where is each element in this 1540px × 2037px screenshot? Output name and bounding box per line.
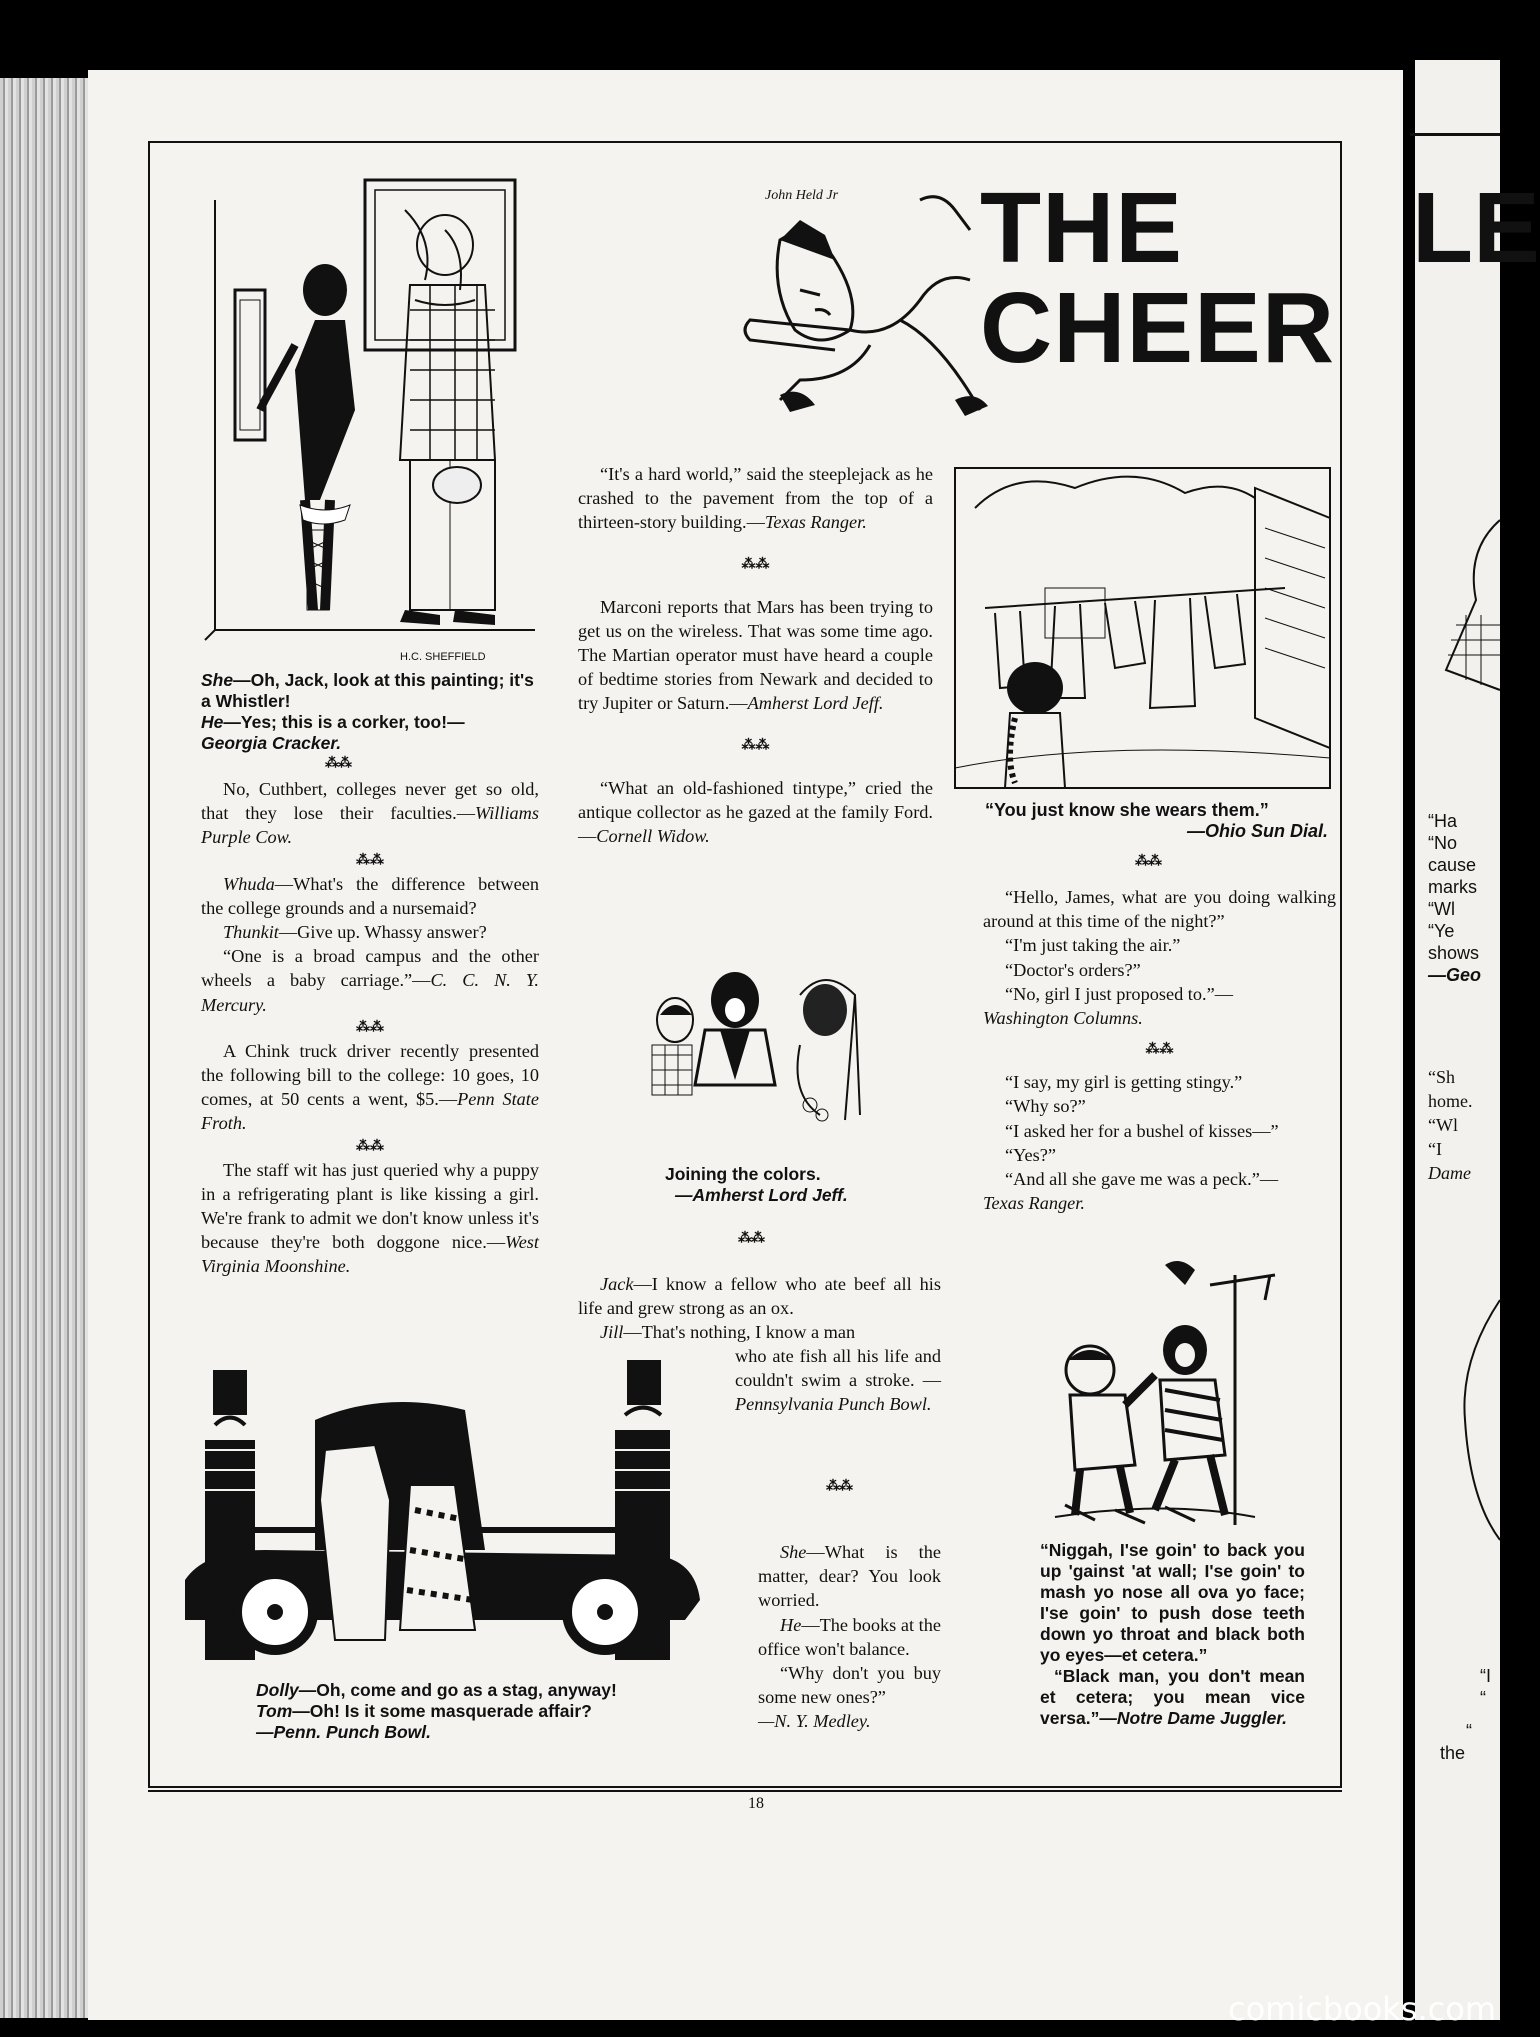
fragment: “	[1480, 1688, 1486, 1708]
caption-line-he: —Yes; this is a corker, too!—	[223, 712, 465, 732]
ornament: ⁂⁂	[741, 556, 770, 572]
fragment: shows	[1428, 943, 1480, 963]
facing-page-text-5	[1440, 1742, 1465, 1764]
joke-steeplejack	[578, 462, 933, 535]
caption-speaker-tom: Tom	[256, 1701, 293, 1721]
caption-source: Notre Dame Juggler.	[1116, 1708, 1288, 1728]
wall-fight-caption	[1040, 1540, 1305, 1729]
fragment: cause	[1428, 855, 1477, 875]
ornament: ⁂⁂	[356, 1138, 384, 1154]
joke-line: “Why so?”	[1005, 1096, 1086, 1117]
gallery-cartoon	[195, 170, 535, 670]
facing-page-text-4	[1466, 1720, 1472, 1742]
fragment: “I	[1428, 1139, 1442, 1159]
joke-truck-driver	[201, 1039, 539, 1136]
caption-speaker-he: He	[201, 712, 224, 732]
joke-text: No, Cuthbert, colleges never get so old, that they lose their faculties.—	[201, 779, 539, 824]
joke-source: —N. Y. Medley.	[758, 1711, 871, 1732]
joke-text: —Give up. Whassy answer?	[278, 922, 487, 943]
joke-broad-campus	[201, 944, 539, 1017]
joke-source: Washington Columns.	[983, 1008, 1143, 1029]
joke-source: Pennsylvania Punch Bowl.	[735, 1394, 932, 1415]
joke-text: “It's a hard world,” said the steeplejack as he crashed to the pavement from the top of a thirteen-story building.—	[578, 464, 933, 533]
page-number: 18	[748, 1795, 764, 1812]
joining-colors-drawing	[620, 955, 870, 1135]
caption-speaker-she: She	[201, 670, 234, 690]
joke-source: Texas Ranger.	[983, 1193, 1085, 1214]
joke-marconi	[578, 595, 933, 716]
page-title-continued: LE	[1412, 172, 1540, 284]
fragment: “No	[1428, 833, 1458, 853]
artist-signature: John Held Jr	[765, 188, 839, 203]
joke-whuda	[201, 872, 539, 920]
ornament: ⁂⁂	[826, 1479, 852, 1494]
joke-text: A Chink truck driver recently presented the following bill to the college: 10 goes, 10 comes, at 50 cents a went, $5.—	[201, 1040, 539, 1110]
joke-thunkit	[201, 920, 539, 944]
ornament: ⁂⁂	[1145, 1042, 1174, 1058]
car-caption	[256, 1680, 666, 1743]
joke-puppy	[201, 1158, 539, 1279]
book-page-edges	[0, 78, 96, 2018]
joke-speaker: She	[780, 1542, 807, 1562]
caption-line-2: “Black man, you don't mean et cetera; you mean vice versa.”—	[1040, 1666, 1305, 1728]
joke-text: —I know a fellow who ate beef all his life and grew strong as an ox.	[578, 1274, 941, 1319]
joke-source: Amherst Lord Jeff.	[747, 693, 884, 714]
ornament: ⁂⁂	[1135, 854, 1161, 869]
facing-page-text-3	[1480, 1665, 1491, 1709]
joke-line: “I'm just taking the air.”	[1005, 935, 1181, 956]
joke-jill-wrap: who ate fish all his life and couldn't swim a stroke. — Pennsylvania Punch Bowl.	[735, 1346, 941, 1415]
joke-source: West Virginia Moonshine.	[201, 1232, 539, 1277]
joke-reply: “Why don't you buy some new ones?”	[758, 1663, 941, 1708]
fragment: “Ye	[1428, 921, 1455, 941]
fragment: “Sh	[1428, 1067, 1455, 1087]
car-cartoon	[185, 1350, 715, 1665]
joke-she-he	[758, 1540, 941, 1734]
ornament: ⁂⁂	[325, 756, 351, 771]
joke-james	[983, 885, 1336, 1215]
caption-source: —Ohio Sun Dial.	[1186, 821, 1328, 841]
joke-speaker: Jill	[600, 1322, 624, 1342]
caption-source: —Amherst Lord Jeff.	[675, 1185, 848, 1205]
joke-line: “Yes?”	[1005, 1144, 1056, 1165]
frame-double-rule	[148, 1790, 1342, 1792]
joke-jack-jill-part1	[578, 1272, 941, 1320]
caption-source: Georgia Cracker.	[201, 733, 342, 753]
ornament: ⁂⁂	[738, 1231, 764, 1246]
middle-column-jokes	[578, 462, 933, 848]
joke-line: “Hello, James, what are you doing walking around at this time of the night?”	[983, 887, 1336, 932]
joke-line: “No, girl I just proposed to.”—	[1005, 983, 1233, 1004]
caption-line-1: “Niggah, I'se goin' to back you up 'gainst 'at wall; I'se goin' to mash yo nose all ova yo face; I'se goin' to push dose teeth down yo throat and black both yo eyes—et cetera.”	[1040, 1540, 1305, 1665]
joke-cuthbert	[201, 777, 539, 850]
joke-speaker: Jack	[600, 1274, 634, 1294]
cheer-leader-drawing	[740, 180, 990, 425]
joke-text: “What an old-fashioned tintype,” cried the antique collector as he gazed at the family Ford.—	[578, 777, 933, 847]
joke-source: C. C. N. Y. Mercury.	[201, 970, 539, 1015]
wall-fight-cartoon	[1035, 1255, 1295, 1535]
joke-text: —The books at the office won't balance.	[758, 1614, 941, 1659]
caption-line-tom: —Oh! Is it some masquerade affair?	[292, 1701, 592, 1721]
fragment: “I	[1480, 1666, 1491, 1686]
joke-line: “I say, my girl is getting stingy.”	[1005, 1072, 1243, 1093]
joke-text: —What is the matter, dear? You look worried.	[758, 1542, 941, 1611]
joke-line: “I asked her for a bushel of kisses—”	[1005, 1120, 1279, 1141]
caption-text: “You just know she wears them.”	[985, 800, 1269, 820]
facing-page-circle-drawing	[1460, 1300, 1500, 1555]
ornament: ⁂⁂	[356, 1019, 384, 1035]
fragment: “Wl	[1428, 1115, 1458, 1135]
joke-tintype	[578, 776, 933, 849]
caption-line-she: —Oh, Jack, look at this painting; it's a Whistler!	[201, 670, 534, 711]
joke-line: “Doctor's orders?”	[1005, 959, 1141, 980]
fragment: the	[1440, 1743, 1466, 1763]
watermark: comicbooks.com	[1228, 1990, 1497, 2028]
caption-source: —Penn. Punch Bowl.	[256, 1722, 432, 1742]
facing-page-rule	[1410, 133, 1500, 136]
ornament: ⁂⁂	[356, 852, 384, 868]
whistler-caption	[201, 670, 539, 754]
facing-page-text-2	[1428, 1065, 1473, 1185]
fragment: “	[1466, 1721, 1472, 1741]
joke-source: Williams Purple Cow.	[201, 803, 539, 848]
joining-colors-caption	[665, 1164, 925, 1206]
fragment: marks	[1428, 877, 1477, 897]
fragment: Dame	[1428, 1163, 1471, 1183]
clothesline-caption	[985, 800, 1330, 842]
joke-speaker: Whuda	[223, 873, 275, 894]
joke-line: “And all she gave me was a peck.”—	[1005, 1169, 1279, 1190]
joke-text: “One is a broad campus and the other wheels a baby carriage.”—	[201, 946, 539, 991]
caption-line-dolly: —Oh, come and go as a stag, anyway!	[298, 1680, 617, 1700]
fragment: “Ha	[1428, 811, 1458, 831]
facing-page-text	[1428, 810, 1481, 986]
joke-source: Texas Ranger.	[764, 512, 867, 533]
joke-speaker: Thunkit	[223, 922, 279, 943]
joke-source: Penn State Froth.	[201, 1089, 540, 1134]
caption-text: Joining the colors.	[665, 1164, 821, 1184]
joke-source: Cornell Widow.	[596, 826, 710, 847]
page-title: THE CHEER	[980, 172, 1336, 384]
left-column-jokes	[201, 777, 539, 1279]
fragment: home.	[1428, 1091, 1473, 1111]
clothesline-cartoon	[955, 468, 1330, 793]
joke-jill-line: Jill—That's nothing, I know a man	[600, 1322, 856, 1342]
joke-text: The staff wit has just queried why a puppy in a refrigerating plant is like kissing a girl. We're frank to admit we don't know unless it's because they're both doggone nice.—	[201, 1159, 539, 1253]
joke-text: Marconi reports that Mars has been trying to get us on the wireless. That was some time ago. The Martian operator must have heard a couple of bedtime stories from Newark and decided to try Jupiter or Saturn.—	[578, 596, 933, 714]
joke-speaker: He	[780, 1614, 802, 1635]
ornament: ⁂⁂	[741, 737, 770, 753]
caption-speaker-dolly: Dolly	[256, 1680, 299, 1700]
fragment: “Wl	[1428, 899, 1455, 919]
facing-page-drawing	[1436, 520, 1500, 705]
joke-text: —What's the difference between the college grounds and a nursemaid?	[201, 873, 539, 918]
fragment: —Geo	[1428, 965, 1482, 985]
cartoon-signature: H.C. SHEFFIELD	[400, 651, 486, 663]
